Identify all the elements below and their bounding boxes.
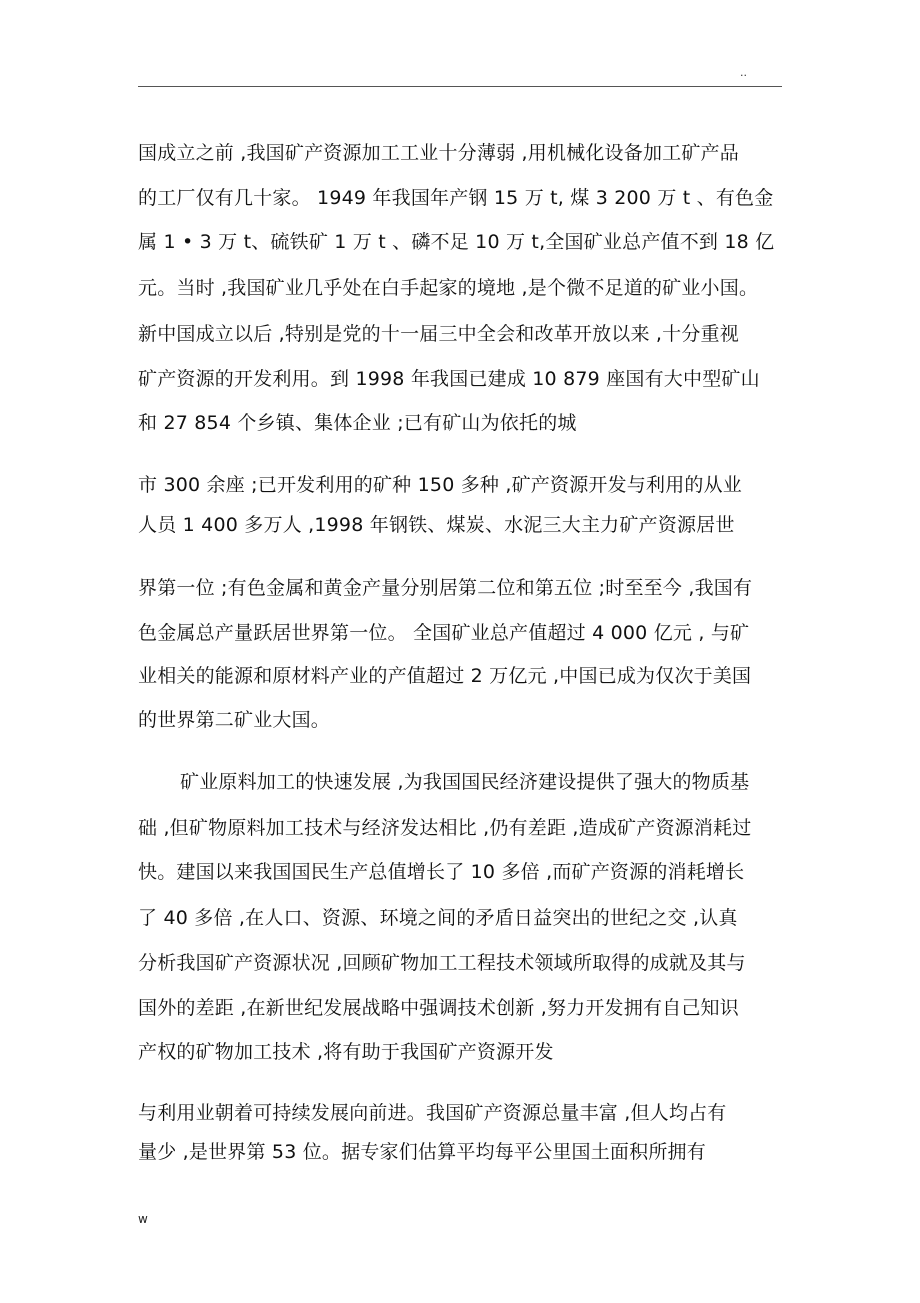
text-line: 属 1 • 3 万 t、硫铁矿 1 万 t 、磷不足 10 万 t,全国矿业总产值不到 18 亿	[138, 231, 775, 253]
text-line: 市 300 余座 ;已开发利用的矿种 150 多种 ,矿产资源开发与利用的从业	[138, 474, 743, 496]
text-line: 与利用业朝着可持续发展向前进。我国矿产资源总量丰富 ,但人均占有	[138, 1102, 727, 1124]
text-line: 新中国成立以后 ,特别是党的十一届三中全会和改革开放以来 ,十分重视	[138, 323, 739, 345]
text-line: 国成立之前 ,我国矿产资源加工工业十分薄弱 ,用机械化设备加工矿产品	[138, 142, 739, 164]
text-line: 矿业原料加工的快速发展 ,为我国国民经济建设提供了强大的物质基	[180, 771, 750, 793]
text-line: 业相关的能源和原材料产业的产值超过 2 万亿元 ,中国已成为仅次于美国	[138, 665, 752, 687]
text-line: 的世界第二矿业大国。	[138, 709, 331, 731]
text-line: 界第一位 ;有色金属和黄金产量分别居第二位和第五位 ;时至至今 ,我国有	[138, 577, 753, 599]
text-line: 础 ,但矿物原料加工技术与经济发达相比 ,仍有差距 ,造成矿产资源消耗过	[138, 817, 752, 839]
text-line: 国外的差距 ,在新世纪发展战略中强调技术创新 ,努力开发拥有自己知识	[138, 997, 739, 1019]
text-line: 色金属总产量跃居世界第一位。 全国矿业总产值超过 4 000 亿元 , 与矿	[138, 622, 750, 644]
text-line: 矿产资源的开发利用。到 1998 年我国已建成 10 879 座国有大中型矿山	[138, 368, 760, 390]
text-line: 人员 1 400 多万人 ,1998 年钢铁、煤炭、水泥三大主力矿产资源居世	[138, 514, 735, 536]
text-line: 和 27 854 个乡镇、集体企业 ;已有矿山为依托的城	[138, 412, 577, 434]
text-line: 快。建国以来我国国民生产总值增长了 10 多倍 ,而矿产资源的消耗增长	[138, 861, 745, 883]
header-mark: ..	[740, 66, 747, 79]
text-line: 元。当时 ,我国矿业几乎处在白手起家的境地 ,是个微不足道的矿业小国。	[138, 277, 759, 299]
text-line: 量少 ,是世界第 53 位。据专家们估算平均每平公里国土面积所拥有	[138, 1141, 706, 1163]
header-rule	[138, 86, 782, 87]
text-line: 的工厂仅有几十家。 1949 年我国年产钢 15 万 t, 煤 3 200 万 t 、有色金	[138, 187, 774, 209]
footer-mark: w	[138, 1212, 148, 1226]
text-line: 产权的矿物加工技术 ,将有助于我国矿产资源开发	[138, 1041, 554, 1063]
text-line: 分析我国矿产资源状况 ,回顾矿物加工工程技术领域所取得的成就及其与	[138, 952, 746, 974]
text-line: 了 40 多倍 ,在人口、资源、环境之间的矛盾日益突出的世纪之交 ,认真	[138, 907, 738, 929]
